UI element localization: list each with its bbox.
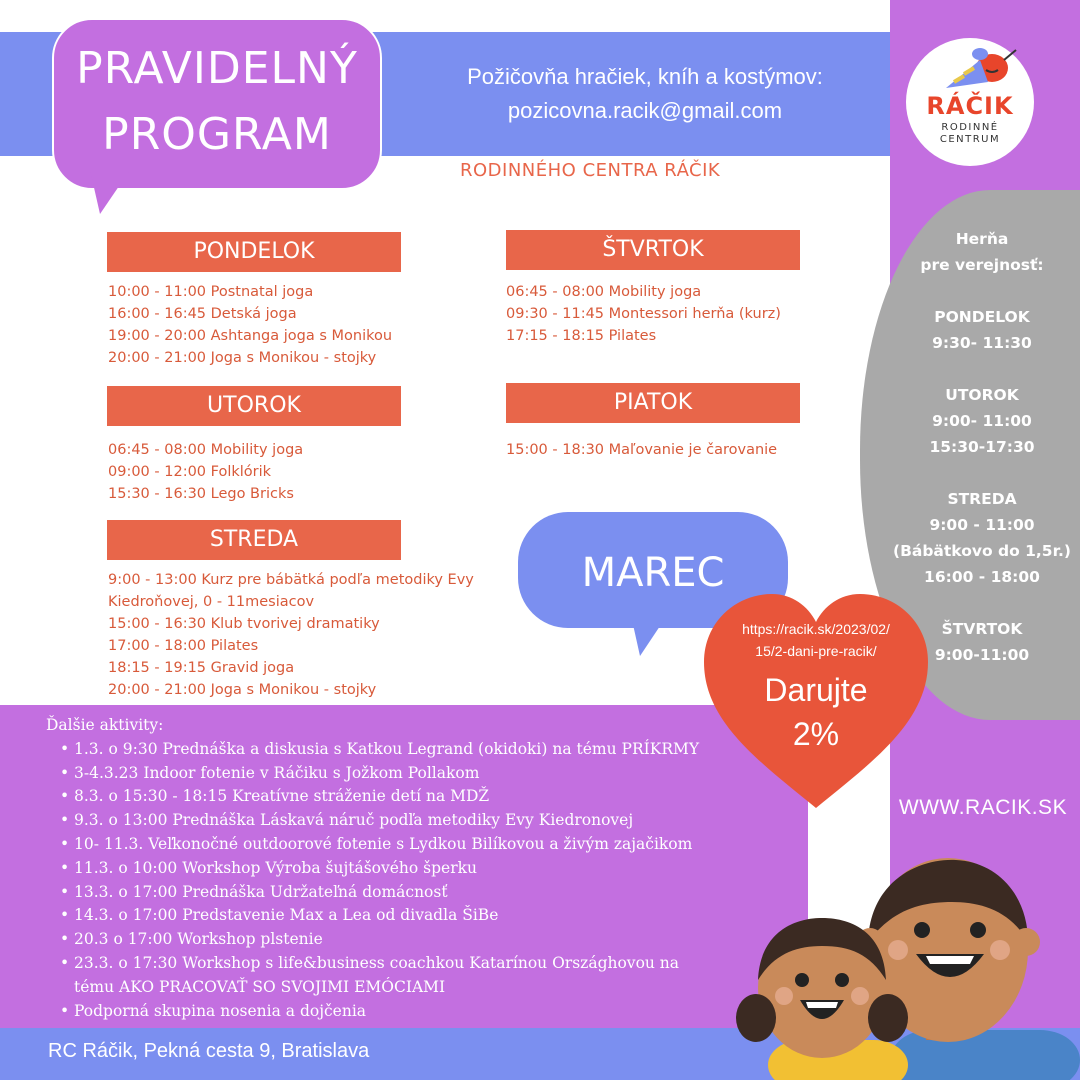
schedule-utorok — [108, 439, 303, 505]
schedule-pondelok — [108, 281, 392, 369]
donate-url-line-2: 15/2-dani-pre-racik/ — [755, 643, 877, 659]
activities-heading: Ďalšie aktivity: — [46, 716, 164, 734]
herna-time: 16:00 - 18:00 — [924, 568, 1040, 586]
list-item: • 20.3 o 17:00 Workshop plstenie — [60, 928, 786, 952]
schedule-item: 9:00 - 13:00 Kurz pre bábätká podľa metodiky Evy — [108, 572, 474, 588]
bee-icon — [940, 44, 1024, 96]
month-label: MAREC — [581, 550, 725, 596]
schedule-stvrtok — [506, 281, 781, 347]
herna-title-2: pre verejnosť: — [920, 256, 1044, 274]
schedule-item: 19:00 - 20:00 Ashtanga joga s Monikou — [108, 328, 393, 344]
website-link[interactable]: WWW.RACIK.SK — [898, 796, 1068, 819]
herna-day: PONDELOK — [934, 308, 1030, 326]
list-item: • Podporná skupina nosenia a dojčenia — [60, 1000, 786, 1024]
logo-tag-line-1: RODINNÉ — [941, 122, 999, 133]
activities-list — [46, 714, 786, 1023]
title-bubble-tail — [80, 170, 140, 218]
schedule-item: 06:45 - 08:00 Mobility joga — [108, 442, 304, 458]
page-title — [52, 36, 382, 168]
schedule-item: 20:00 - 21:00 Joga s Monikou - stojky — [108, 350, 377, 366]
address: RC Ráčik, Pekná cesta 9, Bratislava — [48, 1040, 370, 1062]
list-item: • 3-4.3.23 Indoor fotenie v Ráčiku s Jožkom Pollakom — [60, 762, 786, 786]
herna-day: UTOROK — [945, 386, 1019, 404]
schedule-item: 09:00 - 12:00 Folklórik — [108, 464, 272, 480]
list-item-text: 23.3. o 17:30 Workshop s life&business coachkou Katarínou Országhovou na — [74, 953, 680, 972]
herna-time: 9:00- 11:00 — [932, 412, 1032, 430]
donate-text: Darujte — [764, 672, 868, 708]
schedule-item: 10:00 - 11:00 Postnatal joga — [108, 284, 314, 300]
day-header-streda: STREDA — [107, 520, 401, 560]
rental-text: Požičovňa hračiek, kníh a kostýmov: — [467, 64, 823, 89]
schedule-item: 20:00 - 21:00 Joga s Monikou - stojky — [108, 682, 377, 698]
children-illustration — [730, 850, 1080, 1080]
schedule-item: 17:15 - 18:15 Pilates — [506, 328, 657, 344]
email-link[interactable]: pozicovna.racik@gmail.com — [507, 98, 783, 123]
herna-note: (Bábätkovo do 1,5r.) — [892, 542, 1071, 560]
list-item: • 1.3. o 9:30 Prednáška a diskusia s Katkou Legrand (okidoki) na tému PRÍKRMY — [60, 738, 786, 762]
donate-percent: 2% — [792, 716, 840, 752]
schedule-item: 18:15 - 19:15 Gravid joga — [108, 660, 295, 676]
donate-link[interactable] — [724, 618, 908, 662]
rental-info — [420, 60, 870, 128]
herna-time: 9:00-11:00 — [934, 646, 1030, 664]
list-item — [60, 952, 786, 1000]
day-header-stvrtok: ŠTVRTOK — [506, 230, 800, 270]
schedule-streda — [108, 569, 474, 701]
list-item: • 11.3. o 10:00 Workshop Výroba šujtášového šperku — [60, 857, 786, 881]
schedule-item: 09:30 - 11:45 Montessori herňa (kurz) — [506, 306, 781, 322]
list-item: • 10- 11.3. Veľkonočné outdoorové fotenie s Lydkou Bilíkovou a živým zajačikom — [60, 833, 786, 857]
day-header-pondelok: PONDELOK — [107, 232, 401, 272]
herna-time: 9:00 - 11:00 — [929, 516, 1035, 534]
page-subtitle: RODINNÉHO CENTRA RÁČIK — [460, 160, 721, 181]
list-item-continuation: tému AKO PRACOVAŤ SO SVOJIMI EMÓCIAMI — [74, 977, 446, 996]
herna-time: 9:30- 11:30 — [932, 334, 1032, 352]
list-item: • 13.3. o 17:00 Prednáška Udržateľná domácnosť — [60, 881, 786, 905]
schedule-item: 17:00 - 18:00 Pilates — [108, 638, 259, 654]
logo-tagline — [906, 122, 1034, 146]
schedule-piatok — [506, 439, 777, 461]
day-header-piatok: PIATOK — [506, 383, 800, 423]
herna-title: Herňa — [955, 230, 1009, 248]
herna-day: ŠTVRTOK — [941, 620, 1023, 638]
list-item: • 8.3. o 15:30 - 18:15 Kreatívne stráženie detí na MDŽ — [60, 785, 786, 809]
logo-name: RÁČIK — [926, 92, 1014, 120]
schedule-item: 15:00 - 16:30 Klub tvorivej dramatiky — [108, 616, 380, 632]
list-item: • 14.3. o 17:00 Predstavenie Max a Lea od divadla ŠiBe — [60, 904, 786, 928]
title-line-2: PROGRAM — [102, 109, 332, 160]
logo-tag-line-2: CENTRUM — [939, 134, 1001, 145]
schedule-item: 15:00 - 18:30 Maľovanie je čarovanie — [506, 442, 778, 458]
donate-url-line-1: https://racik.sk/2023/02/ — [742, 621, 890, 637]
title-line-1: PRAVIDELNÝ — [76, 43, 358, 94]
month-bubble-tail — [628, 620, 668, 660]
schedule-item: 06:45 - 08:00 Mobility joga — [506, 284, 702, 300]
list-item: • 9.3. o 13:00 Prednáška Láskavá náruč podľa metodiky Evy Kiedronovej — [60, 809, 786, 833]
herna-day: STREDA — [947, 490, 1017, 508]
herna-time: 15:30-17:30 — [929, 438, 1035, 456]
day-header-utorok: UTOROK — [107, 386, 401, 426]
schedule-item: 15:30 - 16:30 Lego Bricks — [108, 486, 294, 502]
schedule-item: Kiedroňovej, 0 - 11mesiacov — [108, 594, 315, 610]
schedule-item: 16:00 - 16:45 Detská joga — [108, 306, 297, 322]
